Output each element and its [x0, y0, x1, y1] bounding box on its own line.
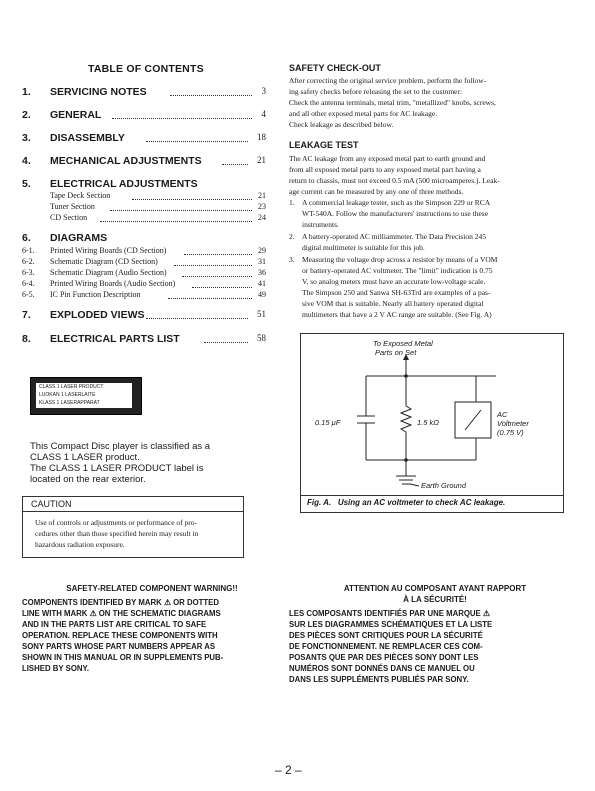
toc-sub-label: Schematic Diagram (CD Section) — [50, 257, 158, 266]
item-line: V, so analog meters must have an accurate low-voltage scale. — [302, 277, 486, 286]
item-line: A battery-operated AC milliammeter. The Data Precision 245 — [302, 232, 486, 241]
toc-label: SERVICING NOTES — [50, 86, 147, 98]
toc-number: 1. — [22, 86, 31, 98]
toc-page: 31 — [258, 257, 266, 266]
toc-sub-label: CD Section — [50, 213, 88, 222]
warning-en-line: COMPONENTS IDENTIFIED BY MARK ⚠ OR DOTTED — [22, 598, 220, 607]
toc-number: 3. — [22, 132, 31, 144]
warning-en-line: LISHED BY SONY. — [22, 664, 90, 673]
item-line: sive VOM that is suitable. Nearly all battery operated digital — [302, 299, 484, 308]
figure-label-top-1: To Exposed Metal — [373, 339, 433, 348]
leakage-line: return to chassis, must not exceed 0.5 mA (500 microamperes.). Leak- — [289, 176, 500, 185]
toc-entry-diagrams — [22, 232, 266, 246]
warning-fr-line: DES PIÈCES SONT CRITIQUES POUR LA SÉCURITÉ — [289, 631, 483, 640]
warning-fr-line: DE FONCTIONNEMENT. NE REMPLACER CES COM- — [289, 642, 483, 651]
toc-label: DISASSEMBLY — [50, 132, 125, 144]
toc-label: EXPLODED VIEWS — [50, 309, 145, 321]
item-number: 3. — [289, 255, 295, 264]
toc-number: 6-1. — [22, 246, 35, 255]
figure-label-ground: Earth Ground — [421, 481, 467, 490]
warning-fr-title-2: À LA SÉCURITÉ! — [403, 595, 467, 604]
toc-sub-6-3 — [22, 268, 266, 279]
toc-page: 18 — [257, 132, 266, 142]
toc-page: 24 — [258, 213, 266, 222]
page-number: – 2 – — [275, 763, 302, 777]
item-line: instruments. — [302, 220, 339, 229]
toc-number: 2. — [22, 109, 31, 121]
toc-sub-label: Printed Wiring Boards (Audio Section) — [50, 279, 176, 288]
laser-label-line: LUOKAN 1 LASERLAITE — [39, 392, 96, 398]
leakage-line: age current can be measured by any one of three methods. — [289, 187, 464, 196]
laser-note-line: The CLASS 1 LASER PRODUCT label is — [30, 463, 204, 474]
leakage-title: LEAKAGE TEST — [289, 140, 359, 150]
toc-page: 23 — [258, 202, 266, 211]
toc-number: 6. — [22, 232, 31, 244]
warning-fr-line: LES COMPOSANTS IDENTIFIÉS PAR UNE MARQUE ⚠ — [289, 609, 490, 618]
item-line: digital multimeter is suitable for this job. — [302, 243, 425, 252]
toc-entry-general — [22, 109, 266, 123]
leakage-text — [289, 153, 565, 197]
item-line: Measuring the voltage drop across a resistor by means of a VOM — [302, 255, 498, 264]
figure-label-resistor: 1.5 kΩ — [417, 418, 439, 427]
toc-number: 7. — [22, 309, 31, 321]
laser-note-line: This Compact Disc player is classified as a — [30, 441, 211, 452]
warning-fr-title-1: ATTENTION AU COMPOSANT AYANT RAPPORT — [343, 584, 527, 593]
toc-page: 49 — [258, 290, 266, 299]
figure-label-meter-1: AC — [497, 410, 508, 419]
warning-en-line: LINE WITH MARK ⚠ ON THE SCHEMATIC DIAGRAMS — [22, 609, 221, 618]
caution-line: Use of controls or adjustments or performance of pro- — [35, 518, 198, 527]
figure-a — [300, 333, 564, 513]
caution-box — [22, 496, 244, 558]
safety-line: After correcting the original service problem, perform the follow- — [289, 76, 487, 85]
toc-number: 6-5. — [22, 290, 35, 299]
toc-sub-label: Tape Deck Section — [50, 191, 111, 200]
toc-entry-electrical-parts-list — [22, 333, 266, 347]
toc-page: 36 — [258, 268, 266, 277]
toc-number: 6-4. — [22, 279, 35, 288]
toc-sub-label: Schematic Diagram (Audio Section) — [50, 268, 167, 277]
toc-label: ELECTRICAL ADJUSTMENTS — [50, 178, 198, 190]
leakage-item-2 — [289, 231, 565, 253]
warning-en-line: SONY PARTS WHOSE PART NUMBERS APPEAR AS — [22, 642, 216, 651]
toc-entry-disassembly — [22, 132, 266, 146]
toc-page: 4 — [261, 109, 266, 119]
safety-line: Check the antenna terminals, metal trim, "metallized" knobs, screws, — [289, 98, 496, 107]
item-line: WT-540A. Follow the manufacturers' instructions to use these — [302, 209, 489, 218]
toc-label: MECHANICAL ADJUSTMENTS — [50, 155, 202, 167]
toc-label: ELECTRICAL PARTS LIST — [50, 333, 180, 345]
caution-line: hazardous radiation exposure. — [35, 540, 125, 549]
toc-sub-6-1 — [22, 246, 266, 257]
item-number: 1. — [289, 198, 295, 207]
item-line: The Simpson 250 and Sanwa SH-63Trd are examples of a pas- — [302, 288, 491, 297]
safety-line: and all other exposed metal parts for AC leakage. — [289, 109, 438, 118]
warning-fr-line: NUMÉROS SONT DONNÉS DANS CE MANUEL OU — [289, 664, 475, 673]
toc-page: 51 — [257, 309, 266, 319]
laser-note-line: located on the rear exterior. — [30, 474, 146, 485]
toc-page: 21 — [258, 191, 266, 200]
leakage-line: The AC leakage from any exposed metal part to earth ground and — [289, 154, 486, 163]
warning-en-line: AND IN THE PARTS LIST ARE CRITICAL TO SAFE — [22, 620, 207, 629]
toc-number: 8. — [22, 333, 31, 345]
toc-sub-tuner — [22, 202, 266, 213]
toc-sub-cd — [22, 213, 266, 224]
laser-label-line: KLASS 1 LASERAPPARAT — [39, 400, 100, 406]
safety-line: ing safety checks before releasing the set to the customer: — [289, 87, 463, 96]
safety-text — [289, 75, 565, 130]
toc-page: 21 — [257, 155, 266, 165]
warning-en-line: SHOWN IN THIS MANUAL OR IN SUPPLEMENTS PUB- — [22, 653, 224, 662]
warning-fr-line: SUR LES DIAGRAMMES SCHÉMATIQUES ET LA LISTE — [289, 620, 493, 629]
toc-sub-6-5 — [22, 290, 266, 301]
toc-entry-mechanical-adjustments — [22, 155, 266, 169]
toc-entry-exploded-views — [22, 309, 266, 323]
figure-label-meter-3: (0.75 V) — [497, 428, 524, 437]
toc-label: GENERAL — [50, 109, 102, 121]
toc-page: 3 — [261, 86, 266, 96]
figure-caption: Fig. A. Using an AC voltmeter to check AC leakage. — [307, 498, 506, 507]
toc-label: DIAGRAMS — [50, 232, 108, 244]
figure-label-top-2: Parts on Set — [375, 348, 417, 357]
item-line: A commercial leakage tester, such as the Simpson 229 or RCA — [302, 198, 491, 207]
toc-sub-tape-deck — [22, 191, 266, 202]
laser-label-line: CLASS 1 LASER PRODUCT — [39, 384, 104, 390]
toc-number: 5. — [22, 178, 31, 190]
toc-number: 4. — [22, 155, 31, 167]
toc-number: 6-2. — [22, 257, 35, 266]
item-number: 2. — [289, 232, 295, 241]
toc-entry-electrical-adjustments — [22, 178, 266, 192]
warning-en-text — [22, 597, 290, 674]
toc-sub-6-2 — [22, 257, 266, 268]
figure-label-meter-2: Voltmeter — [497, 419, 529, 428]
toc-sub-6-4 — [22, 279, 266, 290]
toc-sub-label: Printed Wiring Boards (CD Section) — [50, 246, 167, 255]
safety-line: Check leakage as described below. — [289, 120, 394, 129]
toc-page: 41 — [258, 279, 266, 288]
toc-entry-servicing-notes — [22, 86, 266, 100]
caution-title: CAUTION — [23, 497, 243, 512]
warning-fr-text — [289, 608, 565, 685]
safety-title: SAFETY CHECK-OUT — [289, 63, 381, 73]
leakage-item-3 — [289, 254, 565, 320]
toc-sub-label: IC Pin Function Description — [50, 290, 141, 299]
figure-label-capacitor: 0.15 μF — [315, 418, 341, 427]
leakage-line: from all exposed metal parts to any exposed metal part having a — [289, 165, 481, 174]
caution-line: cedures other than those specified herein may result in — [35, 529, 199, 538]
toc-page: 29 — [258, 246, 266, 255]
toc-number: 6-3. — [22, 268, 35, 277]
warning-en-line: OPERATION. REPLACE THESE COMPONENTS WITH — [22, 631, 218, 640]
item-line: multimeters that have a 2 V AC range are suitable. (See Fig. A) — [302, 310, 492, 319]
toc-title: TABLE OF CONTENTS — [88, 63, 204, 75]
laser-note-line: CLASS 1 LASER product. — [30, 452, 140, 463]
warning-fr-line: POSANTS QUE PAR DES PIÈCES SONY DONT LES — [289, 653, 479, 662]
laser-label-image — [30, 377, 142, 415]
toc-sub-label: Tuner Section — [50, 202, 95, 211]
leakage-item-1 — [289, 197, 565, 230]
warning-en-title: SAFETY-RELATED COMPONENT WARNING!! — [66, 584, 238, 593]
toc-page: 58 — [257, 333, 266, 343]
item-line: or battery-operated AC voltmeter. The "limit" indication is 0.75 — [302, 266, 493, 275]
warning-fr-line: DANS LES SUPPLÉMENTS PUBLIÉS PAR SONY. — [289, 675, 469, 684]
